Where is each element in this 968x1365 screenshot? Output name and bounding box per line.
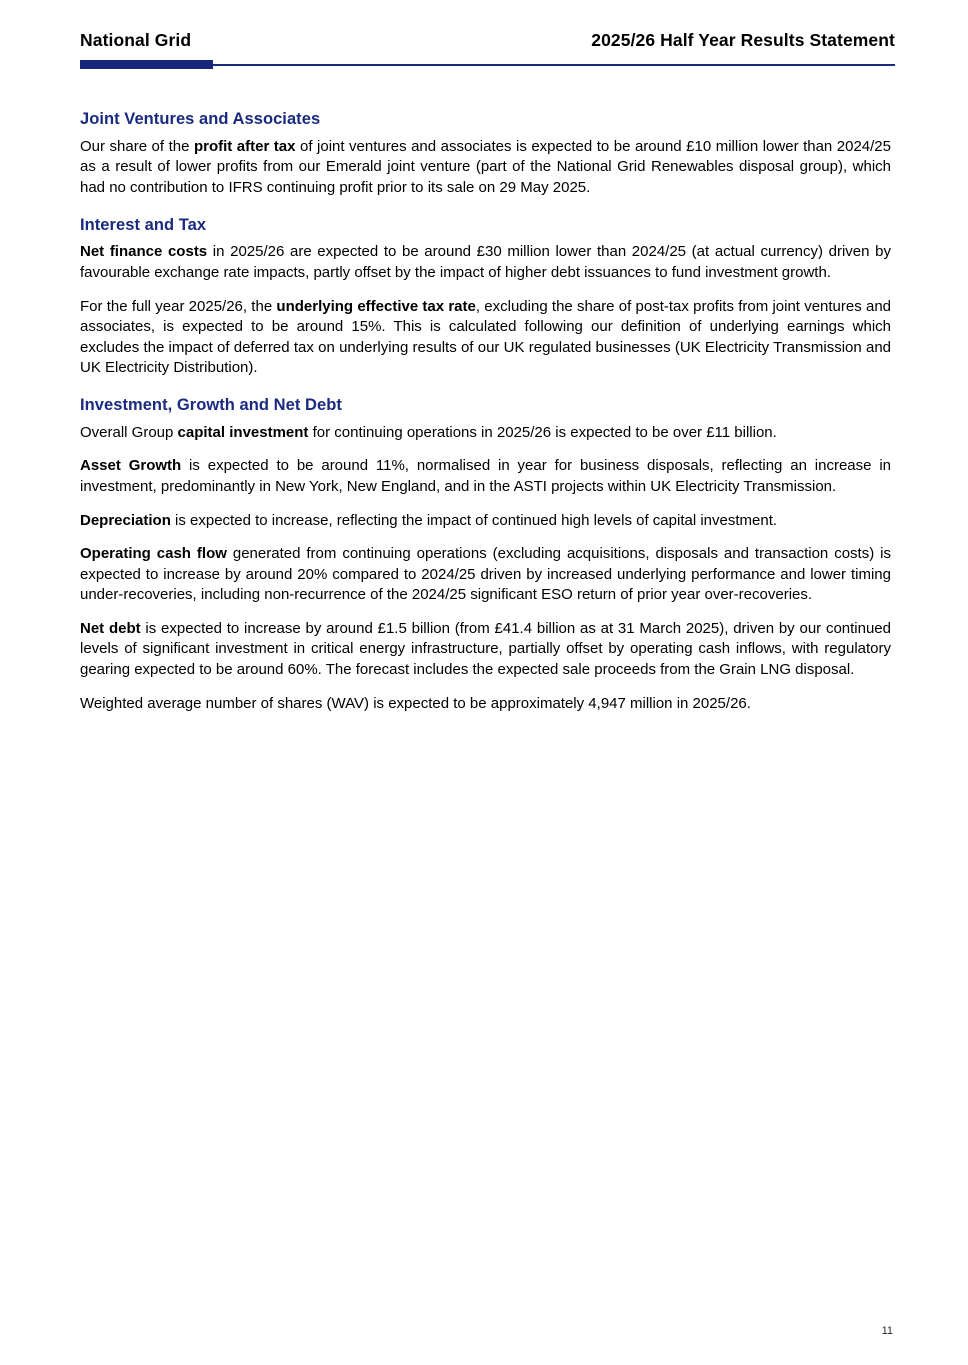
body-paragraph	[80, 619, 891, 681]
document-title: 2025/26 Half Year Results Statement	[591, 30, 895, 50]
emphasis-text: Depreciation	[80, 511, 171, 529]
body-text: For the full year 2025/26, the	[80, 297, 277, 315]
body-paragraph	[80, 242, 891, 283]
page-number: 11	[881, 1325, 893, 1337]
page-header	[80, 30, 895, 51]
body-text: in 2025/26 are expected to be around £30 million lower than 2024/25 (at actual currency) driven by favourable exchange rate impacts, partly offset by the impact of higher debt issuances to fund investment growth.	[80, 243, 891, 281]
document-section	[80, 110, 891, 199]
body-text: is expected to increase, reflecting the impact of continued high levels of capital investment.	[170, 511, 778, 529]
body-text: Overall Group	[80, 423, 178, 441]
emphasis-text: Net debt	[80, 619, 141, 637]
document-body	[80, 110, 891, 714]
emphasis-text: underlying effective tax rate	[276, 297, 476, 315]
body-text: Our share of the	[80, 137, 194, 155]
section-heading: Joint Ventures and Associates	[80, 110, 321, 128]
body-text: for continuing operations in 2025/26 is expected to be over £11 billion.	[308, 423, 777, 441]
body-text: is expected to increase by around £1.5 billion (from £41.4 billion as at 31 March 2025), driven by our continued levels of significant investment in critical energy infrastructure, partially offset by operating cash inflows, with regulatory gearing expected to be around 60%. The forecast includes the expected sale proceeds from the Grain LNG disposal.	[80, 619, 891, 679]
emphasis-text: capital investment	[177, 423, 309, 441]
body-text: , excluding the share of post-tax profits from joint ventures and associates, is expected to be around 15%. This is calculated following our definition of underlying earnings which excludes the impact of deferred tax on underlying results of our UK regulated businesses (UK Electricity Transmission and UK Electricity Distribution).	[80, 297, 892, 377]
body-text: generated from continuing operations (excluding acquisitions, disposals and transaction costs) is expected to increase by around 20% compared to 2024/25 driven by increased underlying performance and lower timing under-recoveries, including non-recurrence of the 2024/25 significant ESO return of prior year over-recoveries.	[80, 545, 891, 604]
body-text: is expected to be around 11%, normalised in year for business disposals, reflecting an increase in investment, predominantly in New York, New England, and in the ASTI projects within UK Electricity Transmission.	[80, 457, 892, 495]
body-text: of joint ventures and associates is expected to be around £10 million lower than 2024/25 as a result of lower profits from our Emerald joint venture (part of the National Grid Renewables disposal group), which had no contribution to IFRS continuing profit prior to its sale on 29 May 2025.	[80, 137, 891, 196]
section-heading: Investment, Growth and Net Debt	[80, 395, 342, 414]
body-text: Weighted average number of shares (WAV) is expected to be approximately 4,947 million in 2025/26.	[80, 694, 751, 712]
section-heading: Interest and Tax	[80, 215, 207, 234]
emphasis-text: Asset Growth	[80, 457, 182, 475]
body-paragraph	[80, 694, 891, 715]
body-paragraph	[80, 297, 891, 379]
body-paragraph	[80, 511, 891, 532]
emphasis-text: Net finance costs	[80, 243, 208, 261]
body-paragraph	[80, 423, 891, 444]
document-section	[80, 216, 891, 379]
body-paragraph	[80, 137, 891, 199]
body-paragraph	[80, 544, 891, 606]
body-paragraph	[80, 456, 891, 497]
emphasis-text: profit after tax	[193, 137, 296, 155]
document-section	[80, 396, 891, 714]
emphasis-text: Operating cash flow	[80, 545, 227, 563]
company-name: National Grid	[80, 30, 192, 50]
header-divider-rule	[80, 60, 895, 69]
header-rule-thick-segment	[80, 60, 213, 69]
